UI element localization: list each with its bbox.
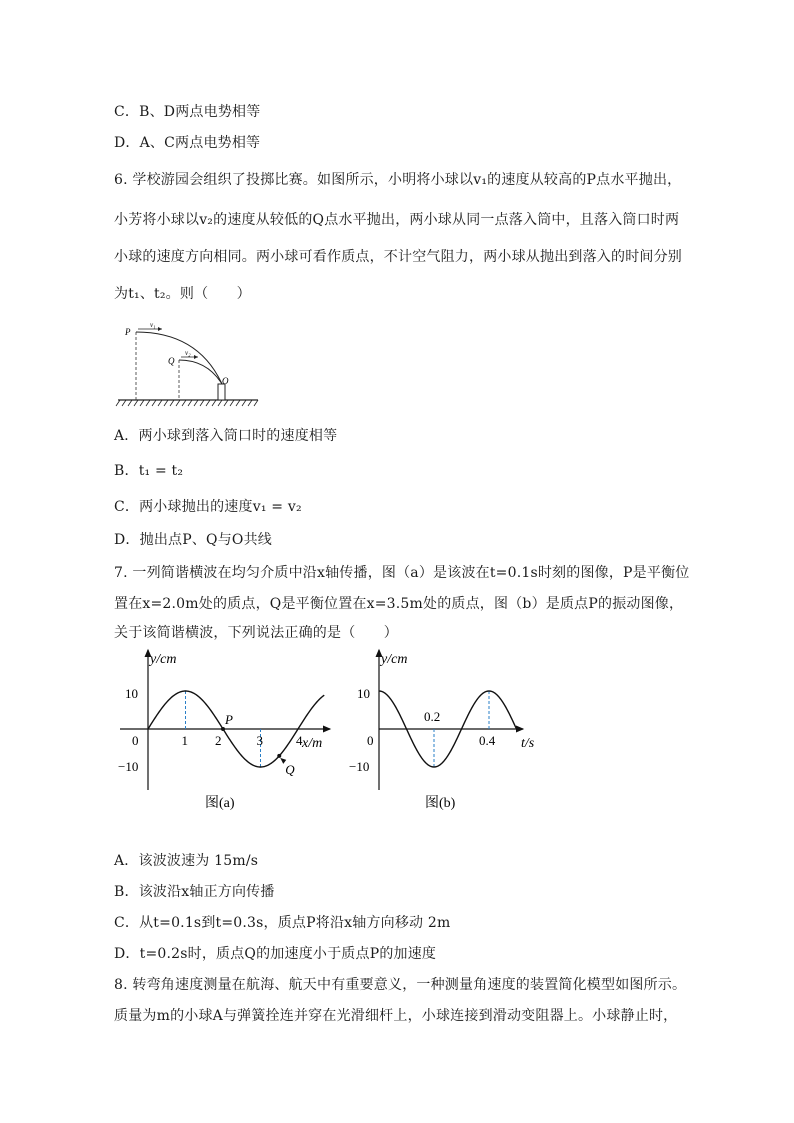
q6-projectile-figure bbox=[112, 318, 262, 410]
x-tick-1: 1 bbox=[181, 733, 188, 748]
t-tick-0.2: 0.2 bbox=[424, 709, 441, 724]
q7-option-b: B．该波沿x轴正方向传播 bbox=[114, 884, 275, 900]
label-O: O bbox=[222, 376, 229, 386]
t-label-b: t/s bbox=[521, 736, 535, 751]
label-P: P bbox=[125, 327, 131, 337]
y-label-a: y/cm bbox=[150, 652, 177, 667]
vibration-graph-b bbox=[345, 645, 545, 815]
q6-option-a: A．两小球到落入筒口时的速度相等 bbox=[114, 428, 338, 444]
q5-option-c: C．B、D两点电势相等 bbox=[114, 104, 261, 120]
q6-option-b: B．t₁ = t₂ bbox=[114, 463, 184, 479]
t-origin: 0 bbox=[367, 733, 374, 748]
x-tick-4: 4 bbox=[296, 733, 303, 748]
fig-a-caption: 图(a) bbox=[205, 796, 235, 811]
q6-stem-line3: 小球的速度方向相同。两小球可看作质点，不计空气阻力，两小球从抛出到落入的时间分别 bbox=[114, 249, 682, 265]
x-tick-2: 2 bbox=[215, 733, 222, 748]
label-Q-a: Q bbox=[285, 761, 295, 777]
label-v1: v₁ bbox=[150, 321, 156, 329]
y-tick-10-b: 10 bbox=[357, 686, 370, 701]
q7-option-d: D．t=0.2s时，质点Q的加速度小于质点P的加速度 bbox=[114, 946, 437, 962]
label-Q: Q bbox=[168, 356, 175, 366]
fig-b-caption: 图(b) bbox=[425, 796, 456, 811]
q5-option-d: D．A、C两点电势相等 bbox=[114, 135, 261, 151]
y-tick-neg10-b: −10 bbox=[349, 759, 370, 774]
q7-stem-line2: 置在x=2.0m处的质点，Q是平衡位置在x=3.5m处的质点，图（b）是质点P的振动图像， bbox=[114, 596, 684, 612]
q6-stem-line4: 为t₁、t₂。则（ ） bbox=[114, 286, 251, 302]
q6-option-d: D．抛出点P、Q与O共线 bbox=[114, 532, 272, 548]
y-tick-neg10: −10 bbox=[118, 759, 139, 774]
q8-stem-line2: 质量为m的小球A与弹簧拴连并穿在光滑细杆上，小球连接到滑动变阻器上。小球静止时， bbox=[114, 1008, 678, 1024]
point-P bbox=[221, 727, 225, 731]
label-P-a: P bbox=[225, 712, 233, 727]
point-Q bbox=[277, 754, 281, 758]
q8-stem-line1: 8. 转弯角速度测量在航海、航天中有重要意义，一种测量角速度的装置简化模型如图所示。 bbox=[114, 977, 687, 993]
q7-stem-line1: 7. 一列简谐横波在均匀介质中沿x轴传播，图（a）是该波在t=0.1s时刻的图像，P是平衡位 bbox=[114, 565, 690, 581]
x-tick-0: 0 bbox=[132, 733, 139, 748]
q7-option-c: C．从t=0.1s到t=0.3s，质点P将沿x轴方向移动 2m bbox=[114, 915, 451, 931]
q7-stem-line3: 关于该简谐横波，下列说法正确的是（ ） bbox=[114, 625, 398, 641]
y-label-b: y/cm bbox=[381, 652, 408, 667]
q6-option-c: C．两小球抛出的速度v₁ = v₂ bbox=[114, 499, 302, 515]
q6-stem-line1: 6. 学校游园会组织了投掷比赛。如图所示，小明将小球以v₁的速度从较高的P点水平抛出， bbox=[114, 172, 682, 188]
y-tick-10: 10 bbox=[125, 686, 138, 701]
t-tick-0.4: 0.4 bbox=[479, 733, 496, 748]
wave-graph-a bbox=[110, 645, 340, 815]
x-label-a: x/m bbox=[302, 736, 323, 751]
q7-option-a: A．该波波速为 15m/s bbox=[114, 853, 259, 869]
q6-stem-line2: 小芳将小球以v₂的速度从较低的Q点水平抛出，两小球从同一点落入筒中，且落入筒口时两 bbox=[114, 212, 680, 228]
x-tick-3: 3 bbox=[256, 733, 263, 748]
label-v2: v₂ bbox=[185, 349, 191, 357]
